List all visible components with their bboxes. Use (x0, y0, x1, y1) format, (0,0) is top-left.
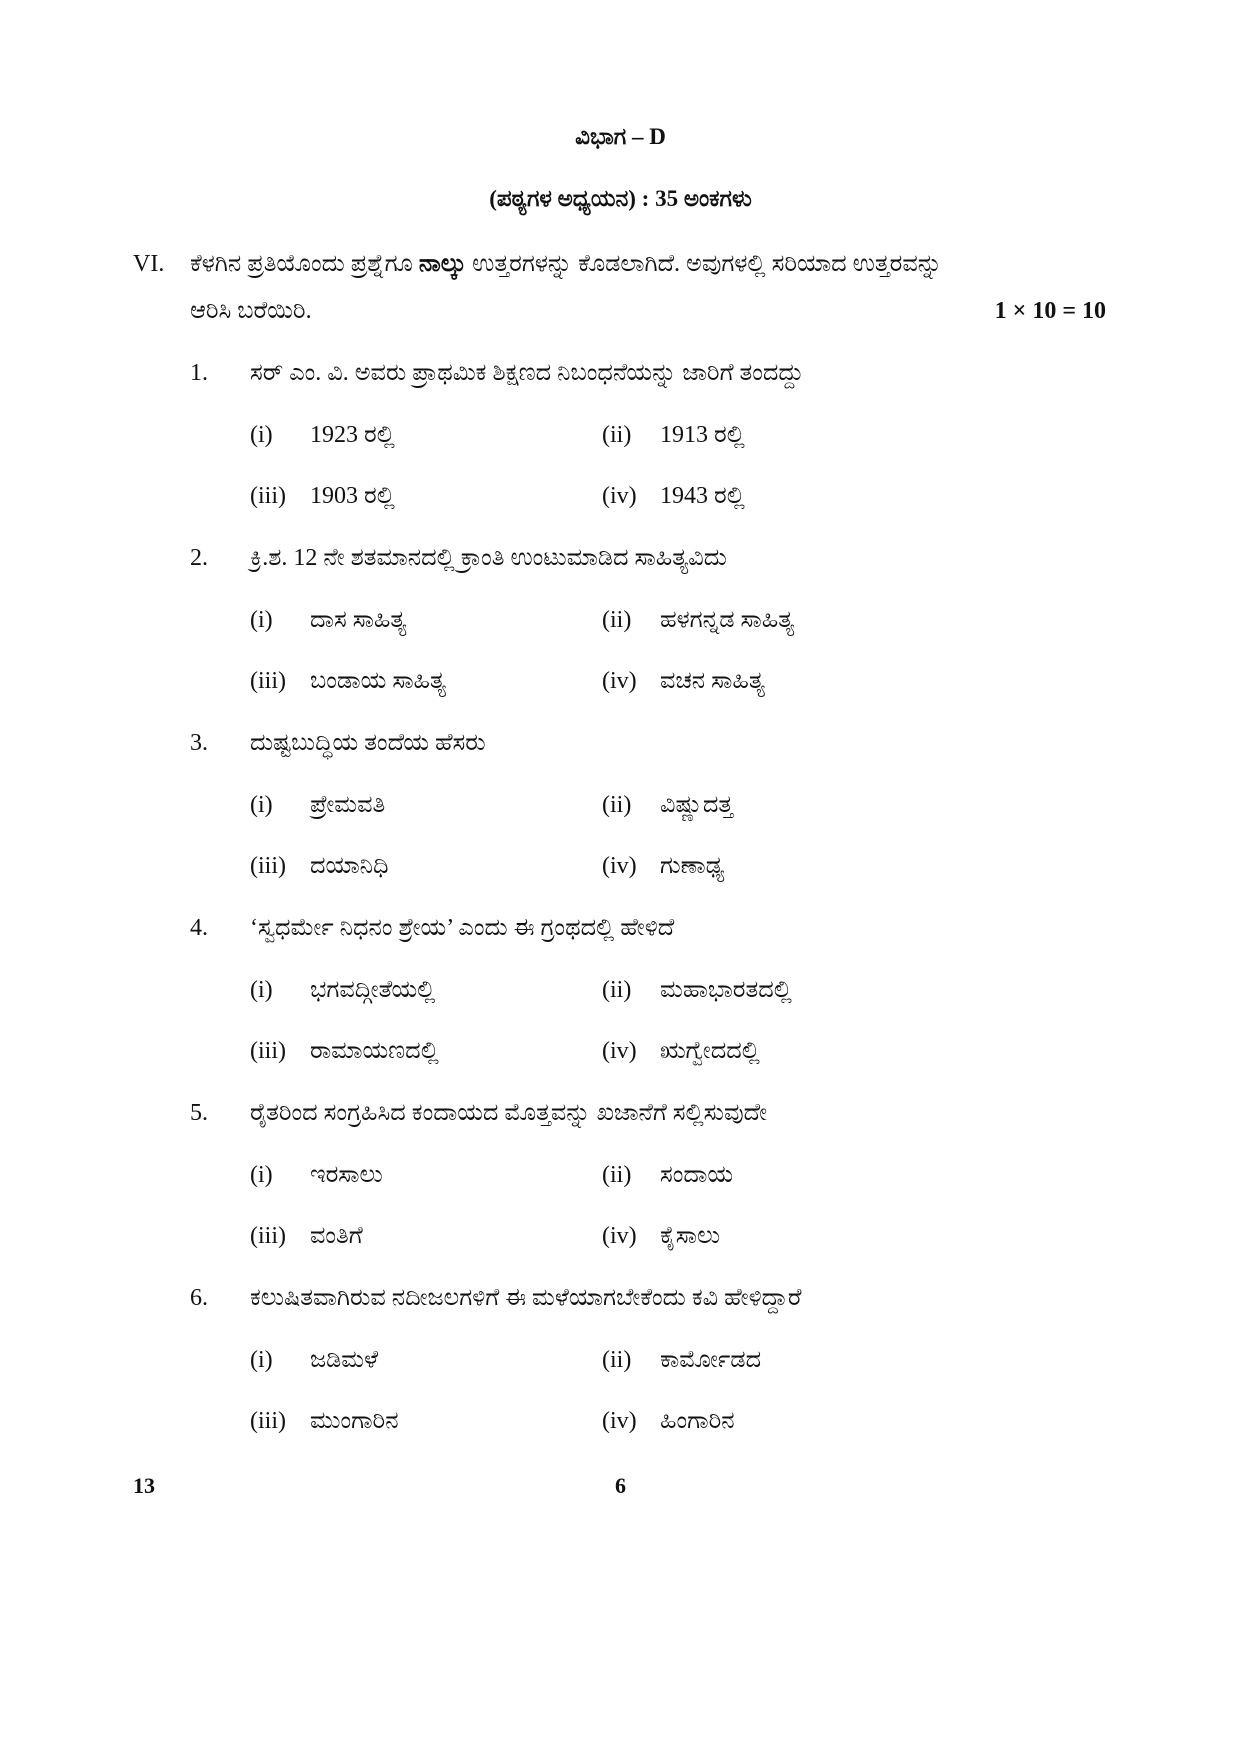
option-label: (i) (250, 422, 273, 448)
option-text: ಜಡಿಮಳೆ (310, 1347, 379, 1373)
option-text: ವಂತಿಗೆ (310, 1223, 363, 1249)
page-number: 6 (615, 1473, 626, 1498)
option-label: (iv) (602, 483, 637, 509)
option-label: (ii) (602, 1162, 632, 1188)
option-text: 1903 ರಲ್ಲಿ (310, 483, 395, 509)
option-label: (ii) (602, 977, 632, 1003)
option-text: ದಯಾನಿಧಿ (310, 853, 389, 879)
instruction-line-2: ಆರಿಸಿ ಬರೆಯಿರಿ. (190, 298, 312, 324)
option-label: (iii) (250, 668, 286, 694)
option-label: (i) (250, 1162, 273, 1188)
option-label: (ii) (602, 1347, 632, 1373)
option-text: ವಿಷ್ಣುದತ್ತ (660, 792, 734, 818)
option-label: (iii) (250, 483, 286, 509)
question-number: 4. (190, 915, 208, 941)
instruction-line-1-start: ಕೆಳಗಿನ ಪ್ರತಿಯೊಂದು ಪ್ರಶ್ನೆಗೂ (190, 251, 419, 277)
option-text: 1913 ರಲ್ಲಿ (660, 422, 745, 448)
instruction-line-1 (190, 249, 942, 279)
option-text: 1923 ರಲ್ಲಿ (310, 422, 395, 448)
option-text: ಹಿಂಗಾರಿನ (660, 1408, 735, 1434)
option-label: (i) (250, 977, 273, 1003)
option-label: (iv) (602, 1038, 637, 1064)
option-text: ಹಳಗನ್ನಡ ಸಾಹಿತ್ಯ (660, 607, 795, 633)
option-text: ಕೈಸಾಲು (660, 1223, 721, 1249)
option-text: ಋಗ್ವೇದದಲ್ಲಿ (660, 1038, 760, 1064)
option-text: ಮುಂಗಾರಿನ (310, 1408, 399, 1434)
question-text: ರೈತರಿಂದ ಸಂಗ್ರಹಿಸಿದ ಕಂದಾಯದ ಮೊತ್ತವನ್ನು ಖಜಾನೆಗೆ ಸಲ್ಲಿಸುವುದೇ (250, 1100, 767, 1126)
option-label: (iv) (602, 853, 637, 879)
instruction-number: VI. (133, 251, 165, 277)
question-number: 6. (190, 1285, 208, 1311)
page-code: 13 (133, 1473, 155, 1498)
question-text: ದುಷ್ಟಬುದ್ಧಿಯ ತಂದೆಯ ಹೆಸರು (250, 730, 486, 756)
question-number: 2. (190, 545, 208, 571)
option-text: ಮಹಾಭಾರತದಲ್ಲಿ (660, 977, 792, 1003)
question-text: ‘ಸ್ವಧರ್ಮೇ ನಿಧನಂ ಶ್ರೇಯ’ ಎಂದು ಈ ಗ್ರಂಥದಲ್ಲಿ ಹೇಳಿದೆ (250, 915, 675, 941)
option-label: (i) (250, 1347, 273, 1373)
option-label: (iv) (602, 1408, 637, 1434)
option-label: (iii) (250, 853, 286, 879)
option-label: (iii) (250, 1408, 286, 1434)
question-number: 3. (190, 730, 208, 756)
option-label: (i) (250, 607, 273, 633)
option-text: ಭಗವದ್ಗೀತೆಯಲ್ಲಿ (310, 977, 436, 1003)
option-text: ರಾಮಾಯಣದಲ್ಲಿ (310, 1038, 439, 1064)
option-text: ಬಂಡಾಯ ಸಾಹಿತ್ಯ (310, 668, 447, 694)
option-label: (ii) (602, 607, 632, 633)
option-text: ಕಾರ್ಮೋಡದ (660, 1347, 762, 1373)
option-label: (iv) (602, 1223, 637, 1249)
option-text: 1943 ರಲ್ಲಿ (660, 483, 745, 509)
option-label: (iii) (250, 1038, 286, 1064)
section-subtitle: (ಪಠ್ಯಗಳ ಅಧ್ಯಯನ) : 35 ಅಂಕಗಳು (489, 186, 752, 211)
marks-allocation: 1 × 10 = 10 (994, 298, 1106, 324)
instruction-line-1-end: ಉತ್ತರಗಳನ್ನು ಕೊಡಲಾಗಿದೆ. ಅವುಗಳಲ್ಲಿ ಸರಿಯಾದ ಉತ್ತರವನ್ನು (466, 251, 942, 277)
question-number: 5. (190, 1100, 208, 1126)
option-text: ದಾಸ ಸಾಹಿತ್ಯ (310, 607, 407, 633)
option-label: (ii) (602, 792, 632, 818)
option-label: (iv) (602, 668, 637, 694)
option-label: (iii) (250, 1223, 286, 1249)
question-text: ಕಲುಷಿತವಾಗಿರುವ ನದೀಜಲಗಳಿಗೆ ಈ ಮಳೆಯಾಗಬೇಕೆಂದು ಕವಿ ಹೇಳಿದ್ದಾರೆ (250, 1285, 802, 1311)
question-text: ಕ್ರಿ.ಶ. 12 ನೇ ಶತಮಾನದಲ್ಲಿ ಕ್ರಾಂತಿ ಉಂಟುಮಾಡಿದ ಸಾಹಿತ್ಯವಿದು (250, 545, 727, 571)
question-text: ಸರ್ ಎಂ. ವಿ. ಅವರು ಪ್ರಾಥಮಿಕ ಶಿಕ್ಷಣದ ನಿಬಂಧನೆಯನ್ನು ಜಾರಿಗೆ ತಂದದ್ದು (250, 360, 804, 386)
option-label: (i) (250, 792, 273, 818)
instruction-emphasis: ನಾಲ್ಕು (418, 251, 467, 277)
option-text: ಸಂದಾಯ (660, 1162, 734, 1188)
option-text: ಇರಸಾಲು (310, 1162, 383, 1188)
option-text: ವಚನ ಸಾಹಿತ್ಯ (660, 668, 765, 694)
option-text: ಗುಣಾಢ್ಯ (660, 853, 725, 879)
question-number: 1. (190, 360, 208, 386)
option-text: ಪ್ರೇಮವತಿ (310, 792, 386, 818)
option-label: (ii) (602, 422, 632, 448)
section-title: ವಿಭಾಗ – D (575, 124, 666, 149)
